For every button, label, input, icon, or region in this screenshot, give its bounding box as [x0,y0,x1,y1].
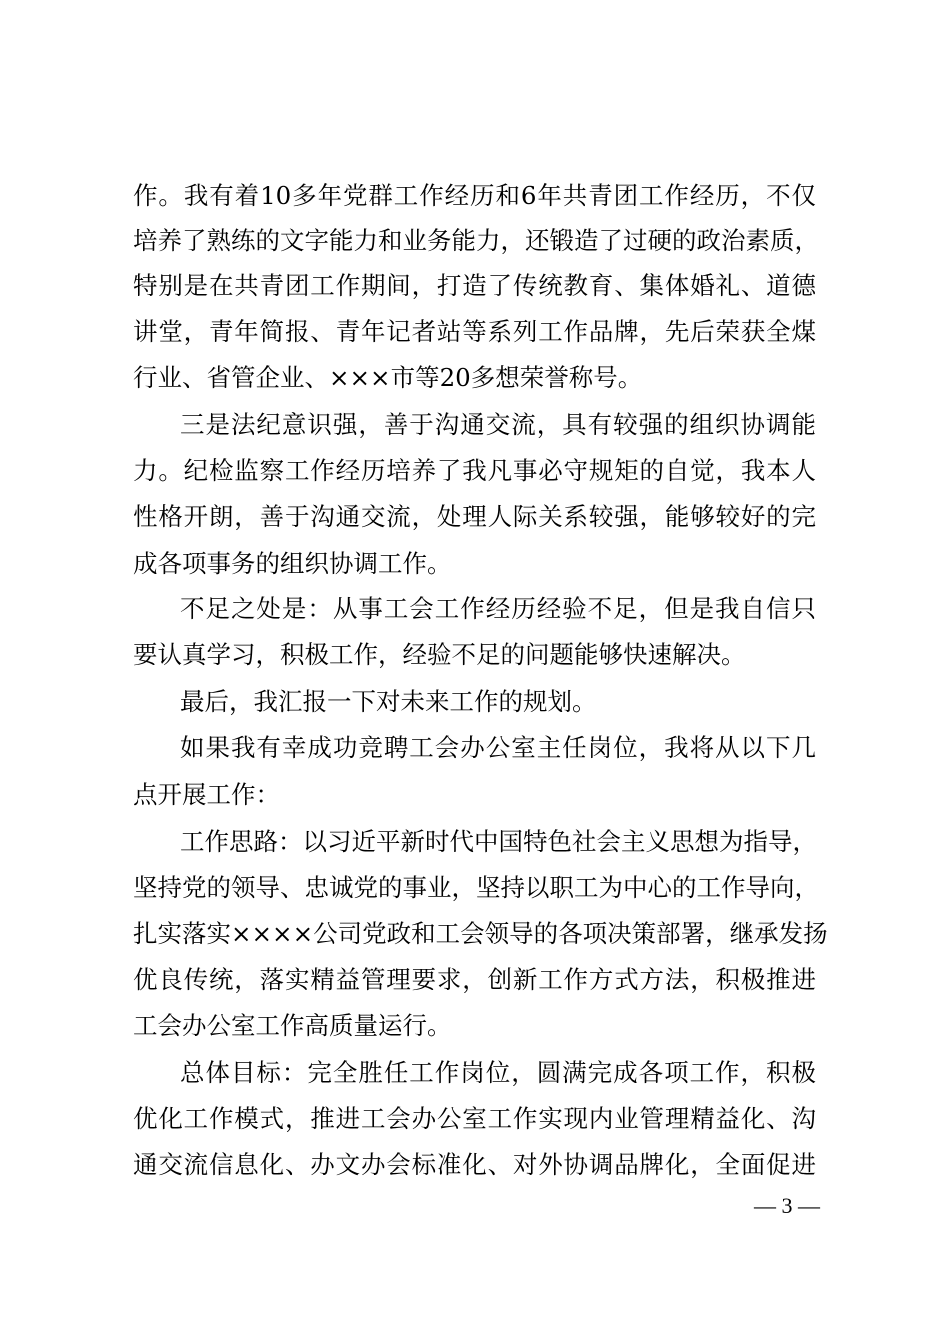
text-line: 优良传统，落实精益管理要求，创新工作方式方法，积极推进 [133,965,816,994]
text-line: 行业、省管企业、×××市等20多想荣誉称号。 [133,363,643,392]
text-line: 优化工作模式，推进工会办公室工作实现内业管理精益化、沟 [133,1104,816,1133]
text-line: 点开展工作： [133,780,280,809]
page-number: — 3 — [754,1193,820,1218]
text-line: 成各项事务的组织协调工作。 [133,549,452,578]
text-line: 培养了熟练的文字能力和业务能力，还锻造了过硬的政治素质， [133,226,819,255]
text-line: 讲堂，青年简报、青年记者站等系列工作品牌，先后荣获全煤 [133,317,816,346]
paragraph-first-line: 总体目标：完全胜任工作岗位，圆满完成各项工作，积极 [180,1058,816,1087]
paragraph-first-line: 如果我有幸成功竞聘工会办公室主任岗位，我将从以下几 [180,733,816,762]
paragraph-first-line: 最后，我汇报一下对未来工作的规划。 [180,687,597,716]
paragraph-first-line: 三是法纪意识强，善于沟通交流，具有较强的组织协调能 [180,410,816,439]
text-line: 力。纪检监察工作经历培养了我凡事必守规矩的自觉，我本人 [133,456,816,485]
text-line: 作。我有着10多年党群工作经历和6年共青团工作经历，不仅 [133,181,816,210]
text-line: 通交流信息化、办文办会标准化、对外协调品牌化，全面促进 [133,1150,816,1179]
paragraph-first-line: 工作思路：以习近平新时代中国特色社会主义思想为指导， [180,827,817,856]
text-line: 性格开朗，善于沟通交流，处理人际关系较强，能够较好的完 [133,502,816,531]
text-line: 要认真学习，积极工作，经验不足的问题能够快速解决。 [133,640,746,669]
text-line: 扎实落实××××公司党政和工会领导的各项决策部署，继承发扬 [133,919,828,948]
text-line: 坚持党的领导、忠诚党的事业，坚持以职工为中心的工作导向， [133,873,819,902]
text-line: 特别是在共青团工作期间，打造了传统教育、集体婚礼、道德 [133,271,816,300]
text-line: 工会办公室工作高质量运行。 [133,1011,452,1040]
paragraph-first-line: 不足之处是：从事工会工作经历经验不足，但是我自信只 [180,594,816,623]
